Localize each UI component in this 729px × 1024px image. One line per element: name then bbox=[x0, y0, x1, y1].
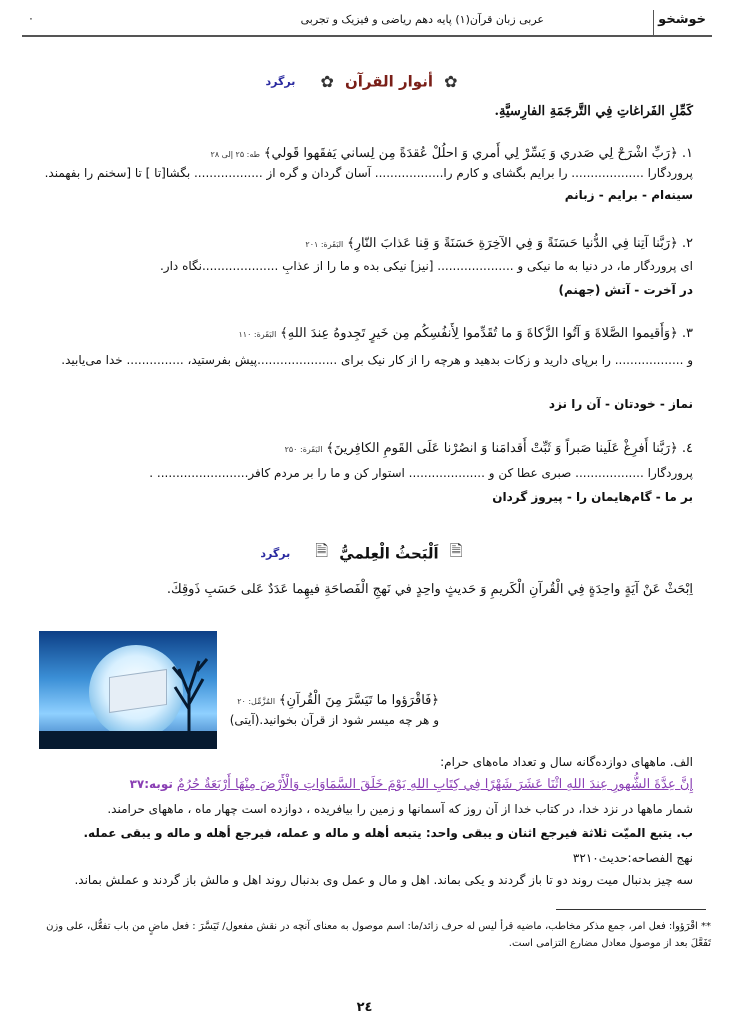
exercise-translation: و .................. را برپای دارید و زکات بدهید و هرچه را از کار نیک برای .....................پیش بفرستید، ............... خدا می‌یابید. bbox=[61, 353, 693, 367]
header-rule bbox=[22, 35, 712, 37]
research-verse-translation: و هر چه میسر شود از قرآن بخوانید.(آیتی) bbox=[229, 713, 439, 727]
verse-reference: المُزَّمِّل: ۲۰ bbox=[237, 697, 276, 706]
footnote-line: ** اقْرَؤوا: فعل امر، جمع مذکر مخاطب، ماضیه قرأ لیس له حرف زائد/ما: اسم موصول به معنای آنچه در نقش مفعول/ تَیَسَّرَ : فعل ماضٍ من باب تفعُّل، علی وزن bbox=[46, 921, 711, 932]
verse-reference: البَقَرة: ۲۰۱ bbox=[305, 240, 344, 249]
verse-reference: البَقَرة: ۲۵۰ bbox=[284, 445, 323, 454]
brand-label: خوشخو bbox=[658, 12, 706, 27]
document-icon: 🗎 bbox=[315, 541, 329, 560]
verse-text: ٤. ﴿رَبَّنا أَفرِغْ عَلَينا صَبراً وَ ثَبِّتْ أَقدامَنا وَ انصُرْنا عَلَى القَومِ الكافِرينَ﴾ bbox=[326, 441, 693, 456]
alef-reference: توبه:۳۷ bbox=[129, 777, 173, 791]
be-line: ب. يتبع الميّت ثلاثة فيرجع اثنان و يبقى واحد: يتبعه أهله و ماله و عمله، فيرجع أهله و ماله و يبقى عمله. bbox=[83, 826, 693, 840]
exercise-answer: نماز - خودتان - آن را نزد bbox=[548, 397, 693, 411]
alef-verse-line bbox=[33, 776, 693, 793]
alef-translation: شمار ماهها در نزد خدا، در کتاب خدا از آن روز که آسمانها و زمین را بیافریده ، دوازده است چهار ماه ، ماههای حرامند. bbox=[107, 802, 693, 816]
section-title: اَلْبَحثُ الْعِلميُّ bbox=[339, 544, 439, 563]
verse-reference: طه: ۲۵ إلی ۲۸ bbox=[210, 150, 261, 159]
quran-moon-image bbox=[39, 631, 217, 749]
page-number: ۲٤ bbox=[356, 1000, 373, 1015]
verse-text: ﴿فَاقْرَؤوا ما تَيَسَّرَ مِنَ الْقُرآنِ﴾ bbox=[278, 693, 439, 708]
be-translation: سه چیز بدنبال میت روند دو تا باز گردند و یکی بماند. اهل و مال و عمل وی بدنبال روند اهل و مالش باز گردند و عملش بماند. bbox=[74, 873, 693, 887]
section-heading-research bbox=[0, 540, 729, 567]
verse-text: ۲. ﴿رَبَّنا آتِنا فِي الدُّنيا حَسَنَةً وَ فِي الآخِرَةِ حَسَنَةً وَ قِنا عَذابَ النّارِ﴾ bbox=[347, 236, 693, 251]
be-reference: نهج الفصاحه:حدیث۳۲۱۰ bbox=[572, 851, 693, 865]
exercise-translation: پروردگارا .................. صبری عطا کن و .................... استوار کن و ما را بر مردم کافر........................ . bbox=[149, 466, 693, 480]
section-title: أنوار القرآن bbox=[344, 72, 433, 91]
alef-label: الف. ماههای دوازده‌گانه سال و تعداد ماه‌های حرام: bbox=[440, 755, 693, 769]
header-divider bbox=[653, 10, 654, 36]
exercise-verse bbox=[33, 440, 693, 458]
ground-shape bbox=[39, 731, 217, 749]
exercise-answer: سینه‌ام - برایم - زبانم bbox=[564, 188, 693, 202]
header-number: ۰ bbox=[28, 12, 34, 25]
document-icon: 🗎 bbox=[449, 541, 463, 560]
footnote-rule bbox=[556, 909, 706, 910]
section-heading-anwar bbox=[0, 71, 729, 91]
exercise-verse bbox=[33, 145, 693, 163]
gear-flower-icon: ✿ bbox=[320, 72, 334, 91]
exercise-verse bbox=[33, 235, 693, 253]
verse-text: ۱. ﴿رَبِّ اشْرَحْ لِي صَدري وَ يَسِّرْ لِي أَمري وَ احلُلْ عُقدَةً مِن لِساني يَفقَهوا قَولي﴾ bbox=[263, 146, 693, 161]
footnote-line: تَفَعَّلَ بعد از موصول معادل مضارع التزامی است. bbox=[508, 938, 711, 949]
instruction: كَمِّلِ الفَراغاتِ فِي التَّرجَمَةِ الفارِسيَّةِ. bbox=[494, 104, 693, 119]
exercise-answer: در آخرت - آتش (جهنم) bbox=[558, 283, 693, 297]
gear-flower-icon: ✿ bbox=[444, 72, 458, 91]
exercise-answer: بر ما - گام‌هایمان را - پیروز گردان bbox=[492, 490, 693, 504]
header-title: عربی زبان قرآن(۱) پایه دهم ریاضی و فیزیک و تجربی bbox=[300, 13, 544, 26]
footnote bbox=[19, 918, 711, 952]
exercise-translation: ای پروردگار ما، در دنیا به ما نیکی و .................... [نیز] نیکی بده و ما را از عذابِ ....................نگاه دار. bbox=[159, 259, 693, 273]
page-header bbox=[22, 8, 712, 34]
verse-text: ۳. ﴿وَأَقيموا الصَّلاةَ وَ آتُوا الزَّكاةَ وَ ما تُقَدِّموا لِأَنفُسِكُم مِن خَيرٍ تَجِدوهُ عِندَ اللهِ﴾ bbox=[280, 326, 693, 341]
back-link[interactable]: برگرد bbox=[265, 75, 296, 88]
verse-reference: البَقَرة: ۱۱۰ bbox=[238, 330, 277, 339]
exercise-verse bbox=[33, 325, 693, 343]
research-verse bbox=[39, 692, 439, 710]
back-link[interactable]: برگرد bbox=[260, 547, 291, 560]
research-instruction: اِبْحَثْ عَنْ آيَةٍ واحِدَةٍ فِي الْقُرآنِ الْكَريمِ وَ حَديثٍ واحِدٍ في نَهجِ الْفَصاحَةِ فيهِما عَدَدٌ عَلى حَسَبِ ذَوقِكَ. bbox=[166, 582, 693, 597]
exercise-translation: پروردگارا ................... را برایم بگشای و کارم را.................. آسان گردان و گره از .................. بگشا[تا ] تا [سخنم را بفهمند. bbox=[44, 166, 693, 180]
alef-verse: إِنَّ عِدَّةَ الشُّهورِ عِندَ اللهِ اثْنَا عَشَرَ شَهْرًا فِي كِتَابِ اللهِ يَوْمَ خَلَقَ السَّمَاوَاتِ وَالْأَرْضَ مِنْهَا أَرْبَعَةٌ حُرُمٌ bbox=[176, 777, 693, 792]
